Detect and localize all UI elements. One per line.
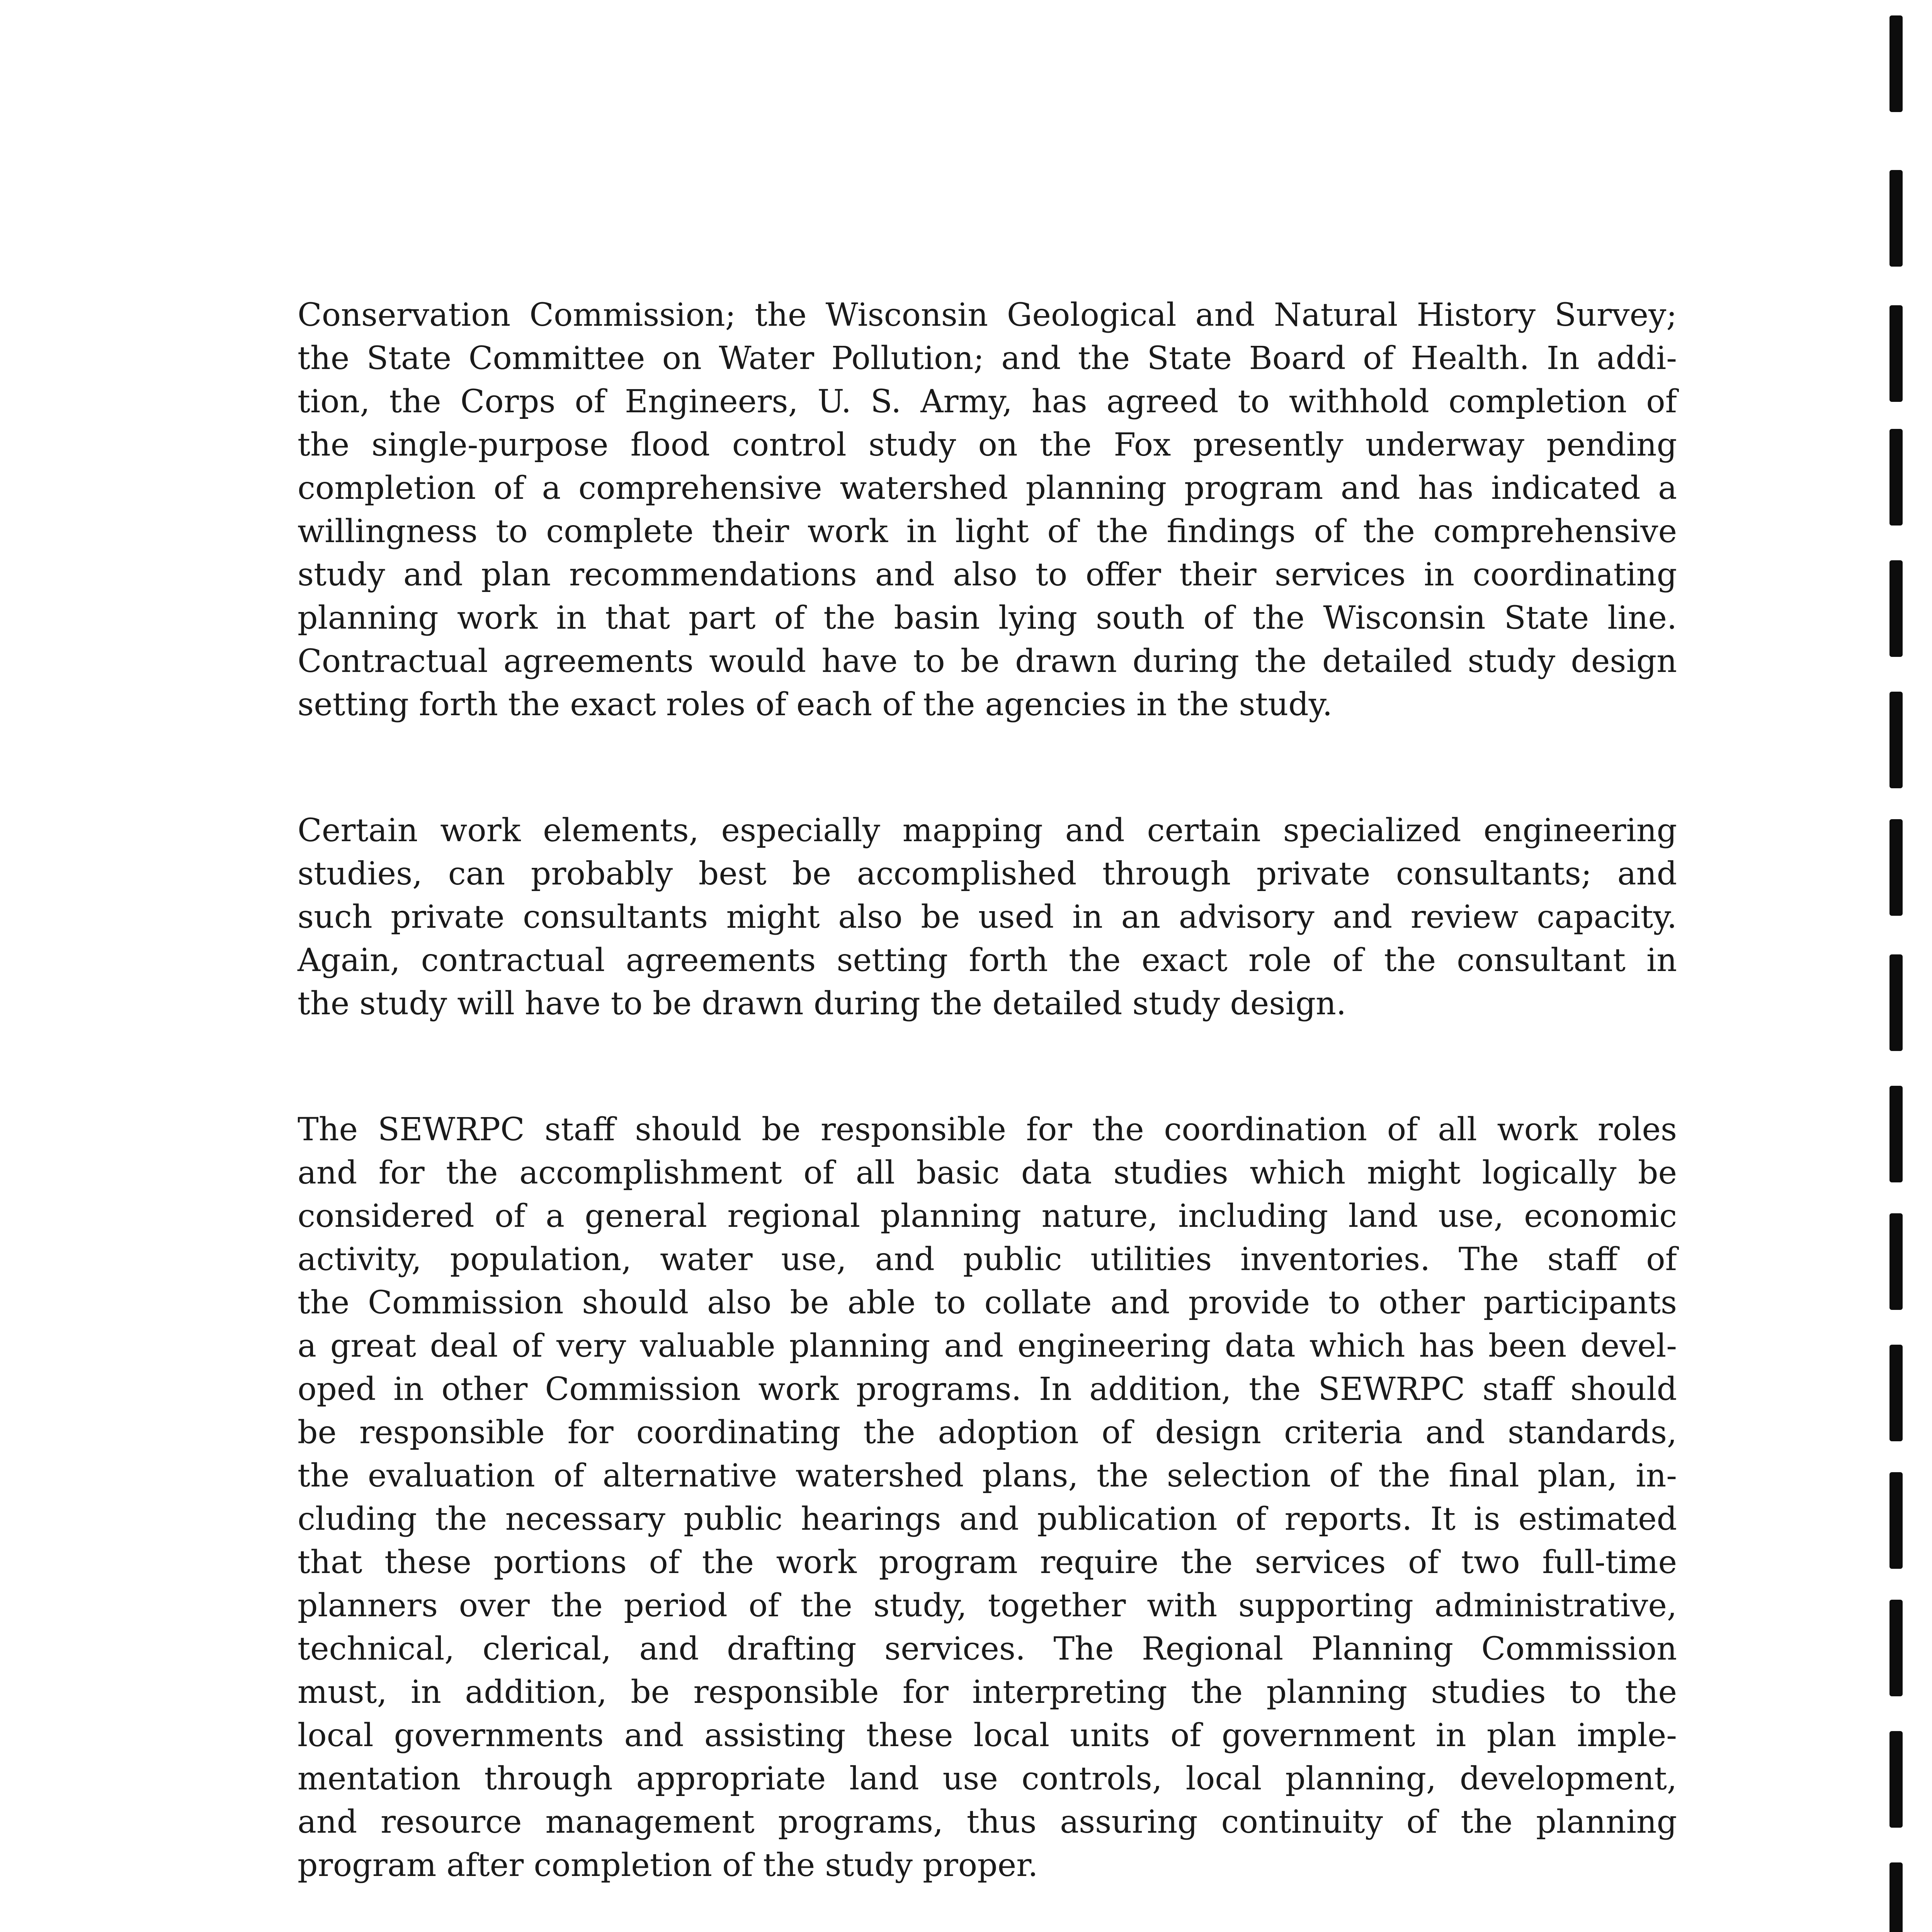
binding-mark — [1889, 1086, 1903, 1182]
text-line: local governments and assisting these local units of government in plan imple- — [298, 1717, 1677, 1754]
binding-mark — [1889, 1472, 1903, 1569]
text-line: Certain work elements, especially mapping and certain specialized engineering — [298, 812, 1677, 849]
text-line: Conservation Commission; the Wisconsin Geological and Natural History Survey; — [298, 297, 1677, 333]
text-line: completion of a comprehensive watershed planning program and has indicated a — [298, 470, 1677, 507]
paragraph-sewrpc-staff — [298, 1108, 1677, 1887]
binding-mark — [1889, 429, 1903, 526]
binding-mark — [1889, 1345, 1903, 1441]
text-line: planners over the period of the study, together with supporting administrative, — [298, 1587, 1677, 1624]
text-line: such private consultants might also be used in an advisory and review capacity. — [298, 899, 1677, 935]
text-line: mentation through appropriate land use controls, local planning, development, — [298, 1760, 1677, 1797]
binding-mark — [1889, 1862, 1903, 1932]
text-line: planning work in that part of the basin lying south of the Wisconsin State line. — [298, 600, 1677, 636]
text-line: Again, contractual agreements setting forth the exact role of the consultant in — [298, 942, 1677, 979]
text-line: must, in addition, be responsible for interpreting the planning studies to the — [298, 1674, 1677, 1711]
text-line: and resource management programs, thus assuring continuity of the planning — [298, 1804, 1677, 1840]
text-line: tion, the Corps of Engineers, U. S. Army, has agreed to withhold completion of — [298, 383, 1677, 420]
binding-marks — [1886, 0, 1909, 1932]
binding-mark — [1889, 1213, 1903, 1310]
binding-mark — [1889, 1731, 1903, 1828]
binding-mark — [1889, 560, 1903, 657]
text-line: the Commission should also be able to collate and provide to other participants — [298, 1284, 1677, 1321]
text-line: considered of a general regional planning nature, including land use, economic — [298, 1198, 1677, 1235]
text-line: studies, can probably best be accomplished through private consultants; and — [298, 855, 1677, 892]
text-line: the evaluation of alternative watershed plans, the selection of the final plan, in- — [298, 1458, 1677, 1494]
binding-mark — [1889, 1600, 1903, 1696]
binding-mark — [1889, 692, 1903, 788]
text-line: and for the accomplishment of all basic data studies which might logically be — [298, 1155, 1677, 1191]
text-line: that these portions of the work program require the services of two full-time — [298, 1544, 1677, 1581]
binding-mark — [1889, 305, 1903, 402]
text-line: a great deal of very valuable planning and engineering data which has been devel- — [298, 1328, 1677, 1364]
paragraph-agencies — [298, 294, 1677, 726]
page-body — [298, 294, 1677, 1932]
text-line: The SEWRPC staff should be responsible for the coordination of all work roles — [298, 1111, 1677, 1148]
text-line: oped in other Commission work programs. In addition, the SEWRPC staff should — [298, 1371, 1677, 1408]
text-line: cluding the necessary public hearings and publication of reports. It is estimated — [298, 1501, 1677, 1537]
text-line: Contractual agreements would have to be drawn during the detailed study design — [298, 643, 1677, 680]
text-line: the single-purpose flood control study on the Fox presently underway pending — [298, 427, 1677, 463]
text-line: be responsible for coordinating the adoption of design criteria and standards, — [298, 1414, 1677, 1451]
binding-mark — [1889, 954, 1903, 1051]
text-line: program after completion of the study proper. — [298, 1847, 1038, 1884]
text-line: technical, clerical, and drafting services. The Regional Planning Commission — [298, 1631, 1677, 1667]
text-line: the State Committee on Water Pollution; and the State Board of Health. In addi- — [298, 340, 1677, 377]
text-line: the study will have to be drawn during the detailed study design. — [298, 985, 1347, 1022]
text-line: activity, population, water use, and public utilities inventories. The staff of — [298, 1241, 1677, 1278]
text-line: setting forth the exact roles of each of the agencies in the study. — [298, 686, 1333, 723]
text-line: study and plan recommendations and also to offer their services in coordinating — [298, 556, 1677, 593]
binding-mark — [1889, 170, 1903, 267]
text-line: willingness to complete their work in light of the findings of the comprehensive — [298, 513, 1677, 550]
binding-mark — [1889, 819, 1903, 916]
binding-mark — [1889, 15, 1903, 112]
paragraph-consultants — [298, 809, 1677, 1026]
